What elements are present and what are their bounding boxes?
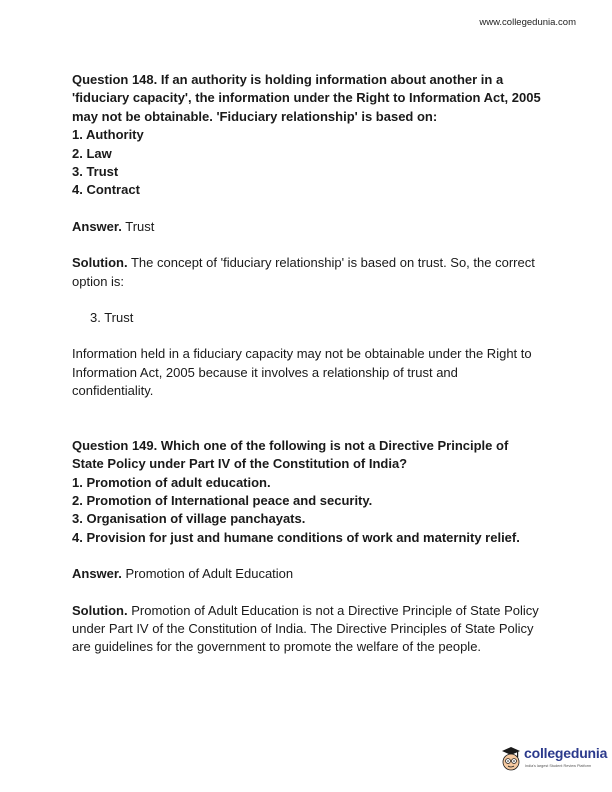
question-149-option: 2. Promotion of International peace and security. [72,492,373,508]
explanation-148: Information held in a fiduciary capacity may not be obtainable under the Right to Information Act, 2005 because it involves a relationship of trust and confidentiality. [72,346,532,399]
solution-label: Solution. [72,255,128,271]
question-149-option: 4. Provision for just and humane conditions of work and maternity relief. [72,529,520,545]
answer-text: Trust [121,218,155,234]
solution-text: Promotion of Adult Education is not a Directive Principle of State Policy under Part IV of the Constitution of India. The Directive Principles of State Policy are guidelines for the government to promote the welfare of the people. [72,602,539,655]
logo-brand: collegedunia [524,745,608,761]
solution-148 [72,254,542,291]
solution-label: Solution. [72,602,128,618]
answer-label: Answer. [72,566,122,582]
header-url[interactable]: www.collegedunia.com [479,17,576,28]
question-148 [72,71,542,200]
collegedunia-logo[interactable] [500,745,608,779]
question-149-option: 1. Promotion of adult education. [72,474,271,490]
correct-option-148: 3. Trust [90,310,134,326]
solution-149 [72,602,542,657]
question-149-option: 3. Organisation of village panchayats. [72,511,306,527]
answer-text: Promotion of Adult Education [121,566,294,582]
question-148-option: 4. Contract [72,182,140,198]
mascot-icon [500,745,522,775]
page-content [72,71,542,657]
question-149 [72,437,542,547]
question-148-option: 1. Authority [72,127,144,143]
question-149-prompt: Question 149. Which one of the following is not a Directive Principle of State Policy under Part IV of the Constitution of India? [72,437,509,472]
answer-149 [72,565,542,583]
answer-label: Answer. [72,218,122,234]
answer-148 [72,218,542,236]
question-148-option: 3. Trust [72,164,119,180]
question-148-prompt: Question 148. If an authority is holding information about another in a 'fiduciary capacity', the information under the Right to Information Act, 2005 may not be obtainable. 'Fiduciary relationship' is based on: [72,72,541,124]
logo-tagline: India's largest Student Review Platform [525,764,592,768]
question-148-option: 2. Law [72,145,112,161]
solution-text: The concept of 'fiduciary relationship' is based on trust. So, the correct option is: [72,255,535,289]
